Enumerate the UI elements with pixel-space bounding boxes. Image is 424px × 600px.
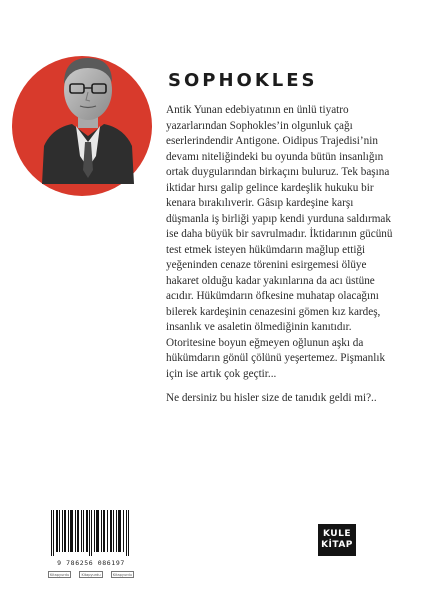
closing-question: Ne dersiniz bu hisler size de tanıdık geldi mi?.. xyxy=(166,392,377,404)
certification-marks xyxy=(48,571,134,578)
barcode-block xyxy=(48,508,134,578)
cert-mark: Kitapyurdu xyxy=(50,572,70,577)
cert-mark: Kitapyurdu xyxy=(112,572,132,577)
isbn-number: 9 786256 086197 xyxy=(57,559,125,567)
publisher-logo xyxy=(318,524,356,556)
book-description xyxy=(166,103,394,407)
author-portrait xyxy=(0,38,165,188)
author-photo xyxy=(42,46,134,184)
cert-mark: Kitapyurdu xyxy=(81,572,101,577)
publisher-name-line2: KİTAP xyxy=(321,540,353,550)
author-name: SOPHOKLES xyxy=(168,70,318,91)
description-paragraph: Antik Yunan edebiyatının en ünlü tiyatro yazarlarından Sophokles’in olgunluk çağı eserlerindendir Antigone. Oidipus Trajedisi’nin devamı niteliğindeki bu oyunda bütün insanlığın ortak duygularından birkaçını buluruz. Tek başına iktidar hırsı galip gelince kardeşlik hukuku bir kenara bırakılıverir. Gâsıp kardeşine karşı düşmanla iş birliği yapıp kendi yurduna saldırmak ise daha büyük bir savrulmadır. İktidarının gücünü test etmek isteyen hükümdarın mağlup ettiği yeğeninden cenaze törenini esirgemesi ölüye hakaret olduğu kadar yakınlarına da acı üstüne acıdır. Hükümdarın öfkesine muhatap olacağını bilerek kardeşinin cenazesini gömen kız kardeş, insanlık ve asaletin ölmediğinin kanıtıdır. Otoritesine boyun eğmeyen oğlunun aşkı da hükümdarın gönül çölünü yeşertemez. Pişmanlık için ise artık çok geçtir... xyxy=(166,104,393,380)
barcode xyxy=(48,508,134,558)
publisher-name-line1: KULE xyxy=(322,529,351,539)
